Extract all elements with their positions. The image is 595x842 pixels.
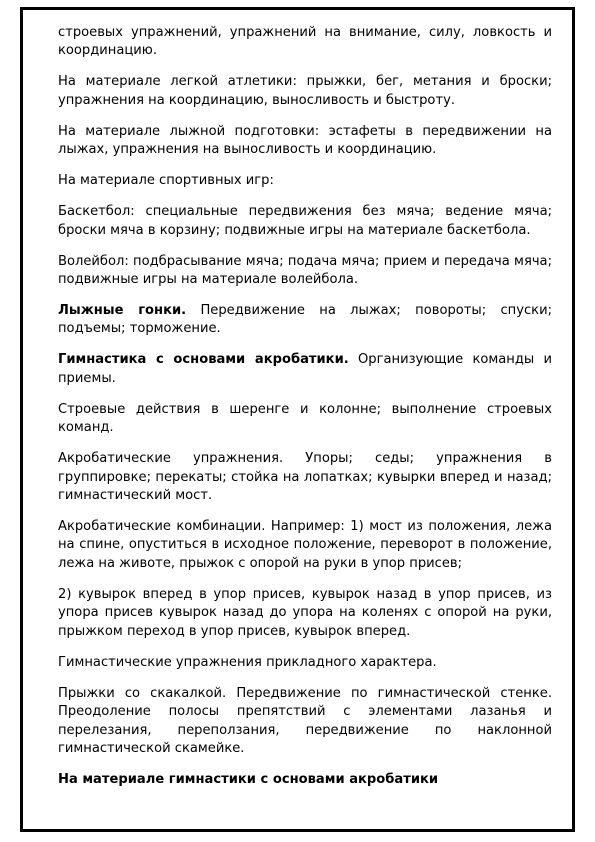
paragraph: Акробатические упражнения. Упоры; седы; упражнения в группировке; перекаты; стойка на лопатках; кувырки вперед и назад; гимнастический мост. bbox=[58, 451, 552, 504]
paragraph: строевых упражнений, упражнений на внимание, силу, ловкость и координацию. bbox=[58, 25, 552, 59]
paragraph: На материале легкой атлетики: прыжки, бег, метания и броски; упражнения на координацию, выносливость и быстроту. bbox=[58, 74, 552, 108]
paragraph: На материале спортивных игр: bbox=[58, 173, 274, 189]
paragraph: Прыжки со скакалкой. Передвижение по гимнастической стенке. Преодоление полосы препятствий с элементами лазанья и перелезания, переползания, передвижение по наклонной гимнастической скамейке. bbox=[58, 685, 552, 756]
paragraph: Строевые действия в шеренге и колонне; выполнение строевых команд. bbox=[58, 401, 552, 436]
bold-heading: На материале гимнастики с основами акробатики bbox=[58, 771, 439, 787]
bold-heading: Гимнастика с основами акробатики. bbox=[58, 352, 349, 368]
paragraph: Лыжные гонки. Передвижение на лыжах; повороты; спуски; подъемы; торможение. bbox=[58, 303, 552, 337]
document-body bbox=[58, 24, 552, 789]
paragraph: Волейбол: подбрасывание мяча; подача мяча; прием и передача мяча; подвижные игры на материале волейбола. bbox=[58, 253, 552, 288]
paragraph: Гимнастические упражнения прикладного характера. bbox=[58, 654, 437, 670]
paragraph: 2) кувырок вперед в упор присев, кувырок назад в упор присев, из упора присев кувырок назад до упора на коленях с опорой на руки, прыжком переход в упор присев, кувырок вперед. bbox=[58, 586, 552, 639]
paragraph bbox=[58, 771, 552, 789]
paragraph: На материале лыжной подготовки: эстафеты в передвижении на лыжах, упражнения на выносливость и координацию. bbox=[58, 123, 552, 158]
paragraph: Акробатические комбинации. Например: 1) мост из положения, лежа на спине, опуститься в исходное положение, переворот в положение, лежа на животе, прыжок с опорой на руки в упор присев; bbox=[58, 519, 552, 571]
bold-heading: Лыжные гонки. bbox=[58, 303, 187, 319]
paragraph: Гимнастика с основами акробатики. Организующие команды и приемы. bbox=[58, 352, 552, 386]
paragraph: Баскетбол: специальные передвижения без мяча; ведение мяча; броски мяча в корзину; подвижные игры на материале баскетбола. bbox=[58, 204, 552, 238]
